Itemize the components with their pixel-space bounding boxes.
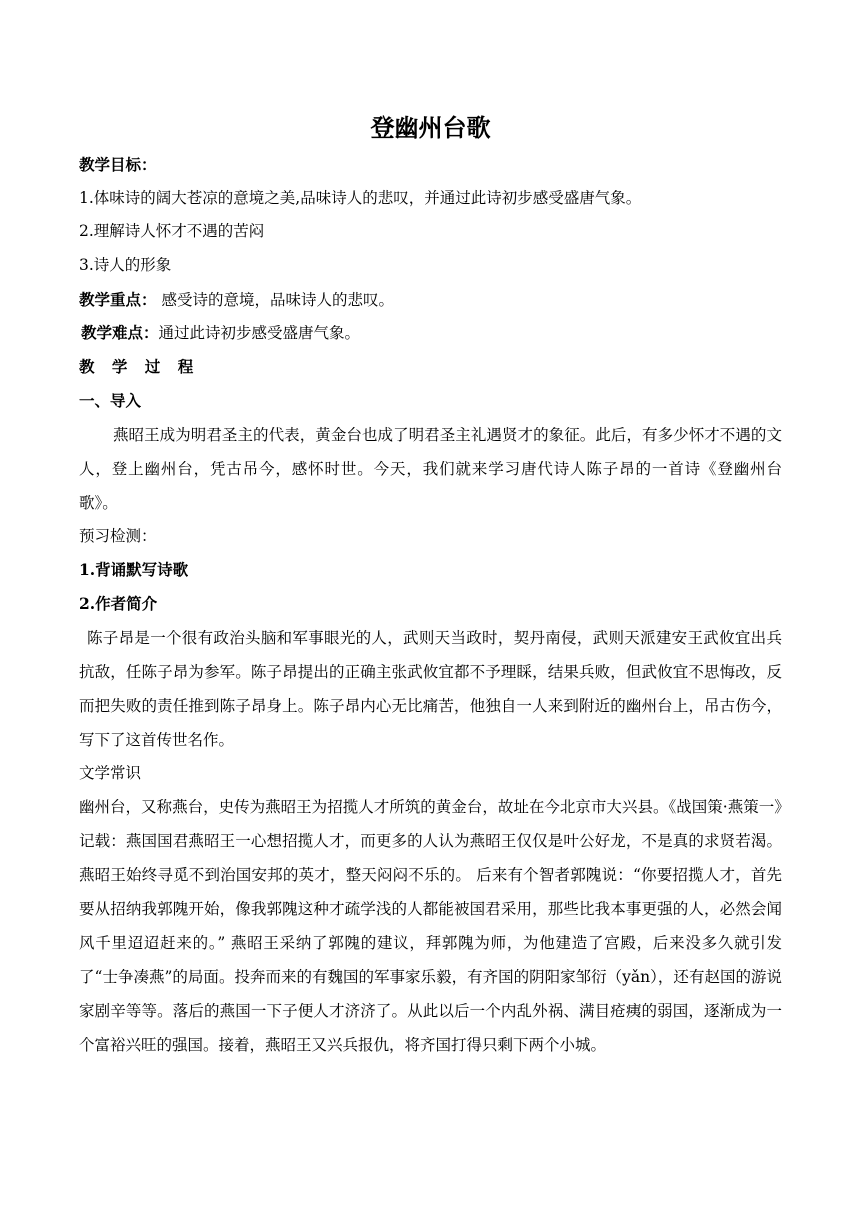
objective-3: 3.诗人的形象 <box>79 256 172 275</box>
process-heading: 教 学 过 程 <box>79 357 200 377</box>
intro-paragraph: 燕昭王成为明君圣主的代表，黄金台也成了明君圣主礼遇贤才的象征。此后，有多少怀才不遇的文人，登上幽州台，凭古吊今，感怀时世。今天，我们就来学习唐代诗人陈子昂的一首诗《登幽州台歌》。 <box>79 425 782 512</box>
difficulty-line <box>79 316 782 350</box>
difficulty-label: 教学难点： <box>81 323 159 343</box>
literature-label: 文学常识 <box>79 763 142 782</box>
author-paragraph: 陈子昂是一个很有政治头脑和军事眼光的人，武则天当政时，契丹南侵，武则天派建安王武攸宜出兵抗敌，任陈子昂为参军。陈子昂提出的正确主张武攸宜都不予理睬，结果兵败，但武攸宜不思悔改，反而把失败的责任推到陈子昂身上。陈子昂内心无比痛苦，他独自一人来到附近的幽州台上，吊古伤今，写下了这首传世名作。 <box>79 628 782 749</box>
item-1-heading: 1.背诵默写诗歌 <box>79 560 189 580</box>
objective-2: 2.理解诗人怀才不遇的苦闷 <box>79 222 265 241</box>
objective-1: 1.体味诗的阔大苍凉的意境之美,品味诗人的悲叹，并通过此诗初步感受盛唐气象。 <box>79 188 642 207</box>
key-points-label: 教学重点： <box>79 289 157 309</box>
key-points-text: 感受诗的意境，品味诗人的悲叹。 <box>156 290 394 309</box>
literature-paragraph: 幽州台，又称燕台，史传为燕昭王为招揽人才所筑的黄金台，故址在今北京市大兴县。《战国策·燕策一》记载：燕国国君燕昭王一心想招揽人才，而更多的人认为燕昭王仅仅是叶公好龙，不是真的求贤若渴。燕昭王始终寻觅不到治国安邦的英才，整天闷闷不乐的。 后来有个智者郭隗说：“你要招揽人才，首先要从招纳我郭隗开始，像我郭隗这种才疏学浅的人都能被国君采用，那些比我本事更强的人，必然会闻风千里迢迢赶来的。” 燕昭王采纳了郭隗的建议，拜郭隗为师，为他建造了宫殿，后来没多久就引发了“士争凑燕”的局面。投奔而来的有魏国的军事家乐毅，有齐国的阴阳家邹衍（yǎn），还有赵国的游说家剧辛等等。落后的燕国一下子便人才济济了。从此以后一个内乱外祸、满目疮痍的弱国，逐渐成为一个富裕兴旺的强国。接着，燕昭王又兴兵报仇，将齐国打得只剩下两个小城。 <box>79 798 782 1055</box>
objectives-heading: 教学目标： <box>79 155 157 174</box>
document-title: 登幽州台歌 <box>370 113 491 142</box>
item-2-heading: 2.作者简介 <box>79 593 158 613</box>
difficulty-text: 通过此诗初步感受盛唐气象。 <box>158 324 361 343</box>
key-points-line <box>79 283 782 317</box>
section-1-heading: 一、导入 <box>79 390 142 410</box>
preview-label: 预习检测： <box>79 526 157 545</box>
document-page <box>79 108 782 1062</box>
